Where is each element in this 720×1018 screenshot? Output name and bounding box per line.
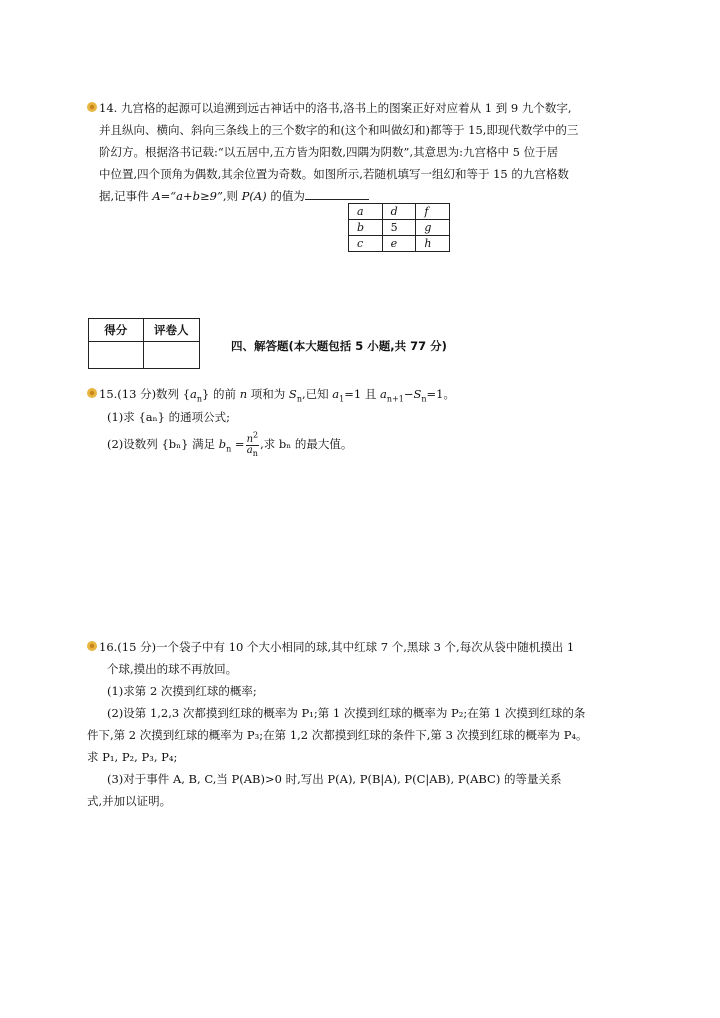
grid-row — [349, 236, 450, 252]
flower-bullet-icon — [86, 101, 98, 113]
q14-line-5 — [99, 189, 369, 203]
q16-line-8: 式,并加以证明。 — [87, 794, 172, 808]
grid-cell: g — [416, 220, 450, 236]
flower-bullet-icon — [86, 640, 98, 652]
fraction: $\frac{n^2}{a_n}$ — [246, 430, 259, 458]
grid-cell: d — [382, 204, 416, 220]
grader-label: 评卷人 — [143, 319, 199, 342]
q14-line-4: 中位置,四个顶角为偶数,其余位置为奇数。如图所示,若随机填写一组幻和等于 15 的九宫格数 — [99, 167, 569, 181]
q14-answer-blank — [305, 189, 369, 200]
q16-line-6: 求 P₁, P₂, P₃, P₄; — [87, 750, 178, 764]
q14-prob-text: P(A) — [241, 189, 267, 203]
score-label: 得分 — [89, 319, 144, 342]
grid-cell: h — [416, 236, 450, 252]
magic-square-grid — [348, 203, 450, 252]
q15-part-2: (2)设数列 {bₙ} 满足 $b_n$ = $\frac{n^2}{a_n}$ ,求 bₙ 的最大值。 — [107, 430, 353, 458]
q14-last-prefix: 据,记事件 — [99, 189, 153, 203]
grader-cell — [143, 342, 199, 369]
grid-cell: c — [349, 236, 383, 252]
q16-line-7: (3)对于事件 A, B, C,当 P(AB)>0 时,写出 P(A), P(B|A), P(C|AB), P(ABC) 的等量关系 — [107, 772, 562, 786]
q16-line-5: 件下,第 2 次摸到红球的概率为 P₃;在第 1,2 次都摸到红球的条件下,第 3 次摸到红球的概率为 P₄。 — [87, 728, 588, 742]
grid-row — [349, 204, 450, 220]
score-box — [88, 318, 200, 369]
q14-line-2: 并且纵向、横向、斜向三条线上的三个数字的和(这个和叫做幻和)都等于 15,即现代数学中的三 — [99, 123, 579, 137]
grid-cell: f — [416, 204, 450, 220]
q14-last-mid: ,则 — [222, 189, 242, 203]
q16-line-4: (2)设第 1,2,3 次都摸到红球的概率为 P₁;第 1 次摸到红球的概率为 P₂;在第 1 次摸到红球的条 — [107, 706, 586, 720]
q16-line-3: (1)求第 2 次摸到红球的概率; — [107, 684, 257, 698]
grid-cell: a — [349, 204, 383, 220]
q15-stem: 15.(13 分)数列 $\{a_n\}$ 的前 n 项和为 $S_n$,已知 $a_1=1$ 且 $a_{n+1}-S_n=1$。 — [99, 387, 455, 404]
q14-line-1: 14. 九宫格的起源可以追溯到远古神话中的洛书,洛书上的图案正好对应着从 1 到 9 九个数字, — [99, 101, 572, 115]
grid-cell: b — [349, 220, 383, 236]
q15-part-1: (1)求 {aₙ} 的通项公式; — [107, 410, 230, 424]
q16-line-1: 16.(15 分)一个袋子中有 10 个大小相同的球,其中红球 7 个,黑球 3 个,每次从袋中随机摸出 1 — [99, 640, 575, 654]
q14-event-text: A=“a+b≥9” — [152, 189, 223, 203]
q14-line-3: 阶幻方。根据洛书记载:“以五居中,五方皆为阳数,四隅为阴数”,其意思为:九宫格中 5 位于居 — [99, 145, 559, 159]
q16-line-2: 个球,摸出的球不再放回。 — [107, 662, 238, 676]
score-cell — [89, 342, 144, 369]
flower-bullet-icon — [86, 387, 98, 399]
section-title: 四、解答题(本大题包括 5 小题,共 77 分) — [231, 339, 447, 353]
q14-last-suffix: 的值为 — [266, 189, 305, 203]
grid-cell: e — [382, 236, 416, 252]
grid-cell: 5 — [382, 220, 416, 236]
grid-row — [349, 220, 450, 236]
